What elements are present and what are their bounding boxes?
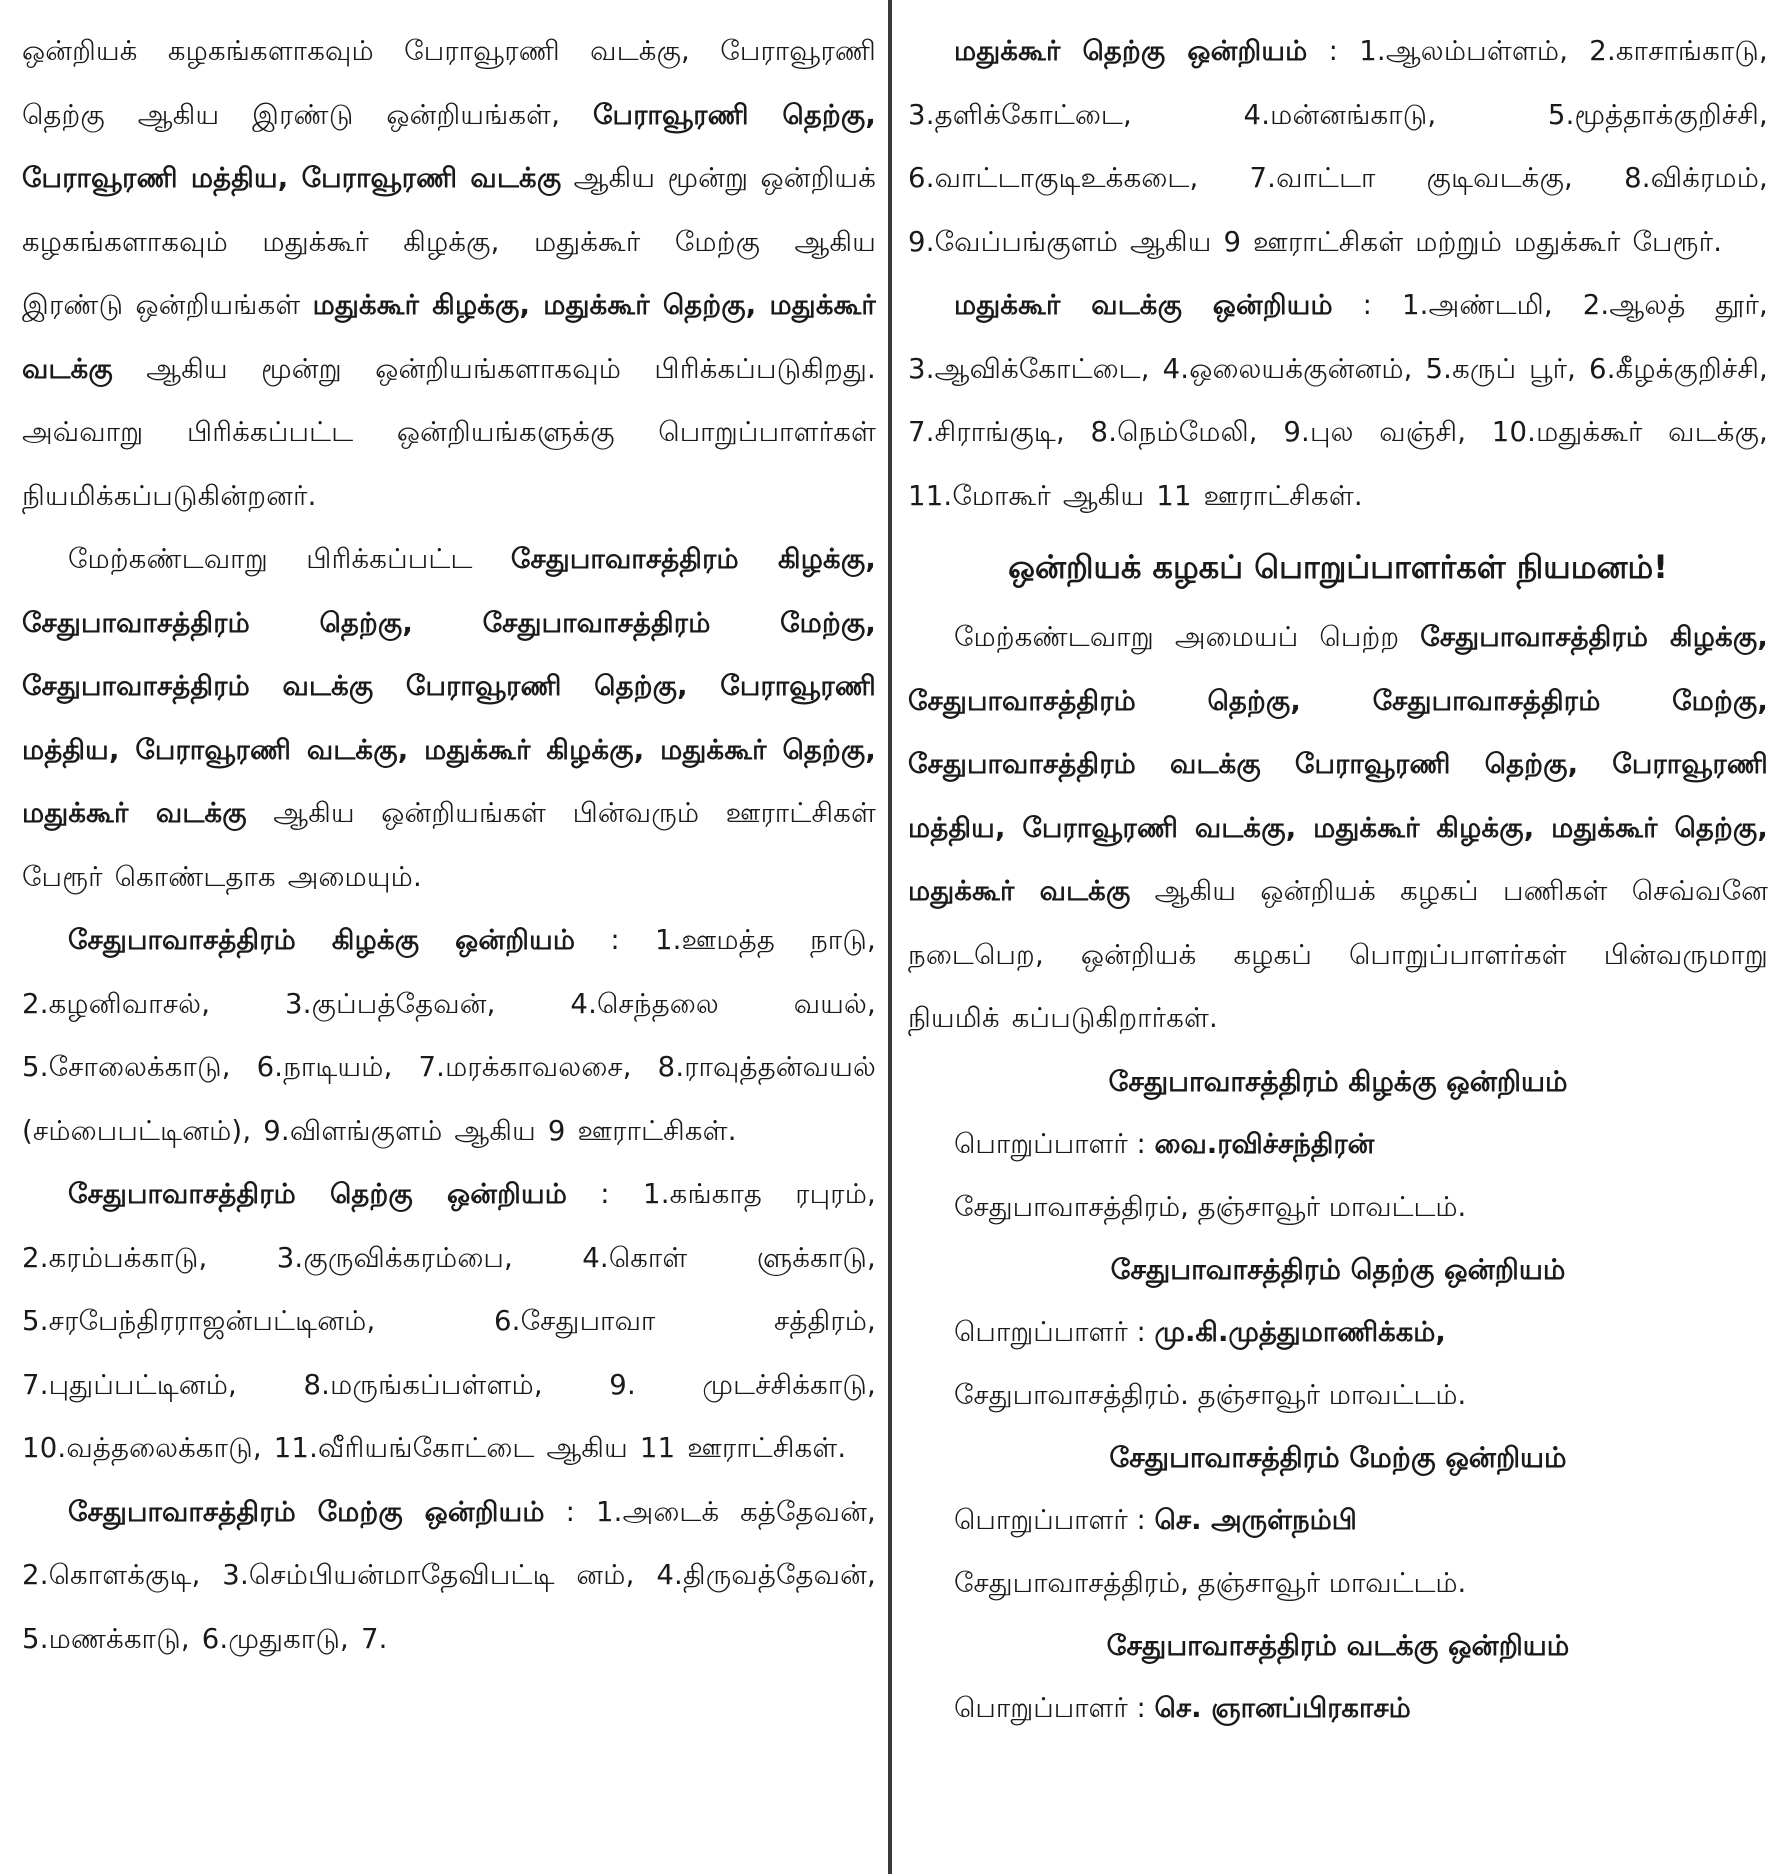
assignment-place: சேதுபாவாசத்திரம், தஞ்சாவூர் மாவட்டம். xyxy=(954,1566,1467,1599)
responsible-name: செ. அருள்நம்பி xyxy=(1154,1503,1357,1536)
union-title: மதுக்கூர் வடக்கு ஒன்றியம் xyxy=(954,289,1333,321)
text-run: : 1.அண்டமி, 2.ஆலத் தூர், 3.ஆவிக்கோட்டை, 4.ஒலையக்குன்னம், 5.கருப் பூர், 6.கீழக்குறிச்சி, 7.சிராங்குடி, 8.நெம்மேலி, 9.புல வஞ்சி, 10.மதுக்கூர் வடக்கு, 11.மோகூர் ஆகிய 11 ஊராட்சிகள். xyxy=(908,289,1768,512)
left-paragraph-4 xyxy=(22,1163,876,1481)
union-title: சேதுபாவாசத்திரம் மேற்கு ஒன்றியம் xyxy=(68,1495,545,1528)
assignment-title: சேதுபாவாசத்திரம் தெற்கு ஒன்றியம் xyxy=(1110,1252,1566,1286)
left-column xyxy=(0,0,888,1671)
assignment-south xyxy=(908,1239,1768,1427)
assignment-place: சேதுபாவாசத்திரம், தஞ்சாவூர் மாவட்டம். xyxy=(954,1190,1467,1223)
union-title: சேதுபாவாசத்திரம் தெற்கு ஒன்றியம் xyxy=(68,1178,568,1210)
assignment-north xyxy=(908,1615,1768,1740)
text-run: ஆகிய மூன்று ஒன்றியங்களாகவும் பிரிக்கப்படுகிறது. அவ்வாறு பிரிக்கப்பட்ட ஒன்றியங்களுக்கு பொறுப்பாளர்கள் நியமிக்கப்படுகின்றனர். xyxy=(22,352,876,512)
assignment-title: சேதுபாவாசத்திரம் கிழக்கு ஒன்றியம் xyxy=(1108,1064,1568,1098)
text-run: : 1.கங்காத ரபுரம், 2.கரம்பக்காடு, 3.குருவிக்கரம்பை, 4.கொள் ளுக்காடு, 5.சரபேந்திரராஜன்பட்டினம், 6.சேதுபாவா சத்திரம், 7.புதுப்பட்டினம், 8.மருங்கப்பள்ளம், 9. முடச்சிக்காடு, 10.வத்தலைக்காடு, 11.வீரியங்கோட்டை ஆகிய 11 ஊராட்சிகள். xyxy=(22,1178,876,1464)
responsible-label: பொறுப்பாளர் : xyxy=(954,1127,1155,1160)
union-title: சேதுபாவாசத்திரம் கிழக்கு ஒன்றியம் xyxy=(68,924,576,956)
responsible-label: பொறுப்பாளர் : xyxy=(954,1315,1155,1348)
bold-run: சேதுபாவாசத்திரம் கிழக்கு, சேதுபாவாசத்திரம் தெற்கு, சேதுபாவாசத்திரம் மேற்கு, சேதுபாவாசத்திரம் வடக்கு பேராவூரணி தெற்கு, பேராவூரணி மத்திய, பேராவூரணி வடக்கு, மதுக்கூர் கிழக்கு, மதுக்கூர் தெற்கு, மதுக்கூர் வடக்கு xyxy=(908,621,1768,907)
right-column xyxy=(894,0,1782,1740)
bold-run: மதுக்கூர் கிழக்கு, மதுக்கூர் தெற்கு, மதுக்கூர் வடக்கு xyxy=(22,289,876,385)
right-paragraph-2 xyxy=(908,274,1768,528)
assignment-person xyxy=(908,1301,1768,1364)
assignment-person xyxy=(908,1113,1768,1176)
left-paragraph-2 xyxy=(22,528,876,909)
responsible-name: வை.ரவிச்சந்திரன் xyxy=(1154,1127,1375,1160)
assignment-person xyxy=(908,1489,1768,1552)
assignment-west xyxy=(908,1427,1768,1615)
responsible-label: பொறுப்பாளர் : xyxy=(954,1503,1155,1536)
text-run: ஆகிய ஒன்றியங்கள் பின்வரும் ஊராட்சிகள் பேரூர் கொண்டதாக அமையும். xyxy=(22,797,876,893)
assignment-title: சேதுபாவாசத்திரம் மேற்கு ஒன்றியம் xyxy=(1109,1440,1567,1474)
bold-run: சேதுபாவாசத்திரம் கிழக்கு, சேதுபாவாசத்திரம் தெற்கு, சேதுபாவாசத்திரம் மேற்கு, சேதுபாவாசத்திரம் வடக்கு பேராவூரணி தெற்கு, பேராவூரணி மத்திய, பேராவூரணி வடக்கு, மதுக்கூர் கிழக்கு, மதுக்கூர் தெற்கு, மதுக்கூர் வடக்கு xyxy=(22,543,876,829)
right-paragraph-1 xyxy=(908,20,1768,274)
text-run: : 1.அடைக் கத்தேவன், 2.கொளக்குடி, 3.செம்பியன்மாதேவிபட்டி னம், 4.திருவத்தேவன், 5.மணக்காடு, 6.முதுகாடு, 7. xyxy=(22,1495,876,1655)
union-title: மதுக்கூர் தெற்கு ஒன்றியம் xyxy=(954,35,1308,67)
left-paragraph-1 xyxy=(22,20,876,528)
assignment-person xyxy=(908,1677,1768,1740)
left-paragraph-5 xyxy=(22,1481,876,1672)
assignment-title: சேதுபாவாசத்திரம் வடக்கு ஒன்றியம் xyxy=(1106,1628,1570,1662)
section-heading: ஒன்றியக் கழகப் பொறுப்பாளர்கள் நியமனம்! xyxy=(1008,548,1668,586)
text-run: மேற்கண்டவாறு அமையப் பெற்ற xyxy=(954,621,1421,653)
column-divider xyxy=(888,0,892,1874)
text-run: ஆகிய ஒன்றியக் கழகப் பணிகள் செவ்வனே நடைபெற, ஒன்றியக் கழகப் பொறுப்பாளர்கள் பின்வருமாறு நியமிக் கப்படுகிறார்கள். xyxy=(908,875,1768,1034)
text-run: : 1.ஆலம்பள்ளம், 2.காசாங்காடு, 3.தளிக்கோட்டை, 4.மன்னங்காடு, 5.மூத்தாக்குறிச்சி, 6.வாட்டாகுடிஉக்கடை, 7.வாட்டா குடிவடக்கு, 8.விக்ரமம், 9.வேப்பங்குளம் ஆகிய 9 ஊராட்சிகள் மற்றும் மதுக்கூர் பேரூர். xyxy=(908,35,1768,258)
text-run: ஆகிய மூன்று ஒன்றியக் கழகங்களாகவும் மதுக்கூர் கிழக்கு, மதுக்கூர் மேற்கு ஆகிய இரண்டு ஒன்றியங்கள் xyxy=(22,162,877,321)
bold-run: பேராவூரணி தெற்கு, பேராவூரணி மத்திய, பேராவூரணி வடக்கு xyxy=(22,98,876,194)
text-run: : 1.ஊமத்த நாடு, 2.கழனிவாசல், 3.குப்பத்தேவன், 4.செந்தலை வயல், 5.சோலைக்காடு, 6.நாடியம், 7.மரக்காவலசை, 8.ராவுத்தன்வயல் (சம்பைபட்டினம்), 9.விளங்குளம் ஆகிய 9 ஊராட்சிகள். xyxy=(22,924,876,1147)
assignment-place: சேதுபாவாசத்திரம். தஞ்சாவூர் மாவட்டம். xyxy=(954,1378,1467,1411)
assignment-east xyxy=(908,1051,1768,1239)
responsible-label: பொறுப்பாளர் : xyxy=(954,1691,1155,1724)
text-run: மேற்கண்டவாறு பிரிக்கப்பட்ட xyxy=(68,543,511,575)
text-run: ஒன்றியக் கழகங்களாகவும் பேராவூரணி வடக்கு, பேராவூரணி தெற்கு ஆகிய இரண்டு ஒன்றியங்கள், xyxy=(22,35,876,131)
responsible-name: செ. ஞானப்பிரகாசம் xyxy=(1154,1691,1411,1724)
left-paragraph-3 xyxy=(22,909,876,1163)
responsible-name: மு.கி.முத்துமாணிக்கம், xyxy=(1154,1315,1446,1348)
right-paragraph-3 xyxy=(908,606,1768,1051)
